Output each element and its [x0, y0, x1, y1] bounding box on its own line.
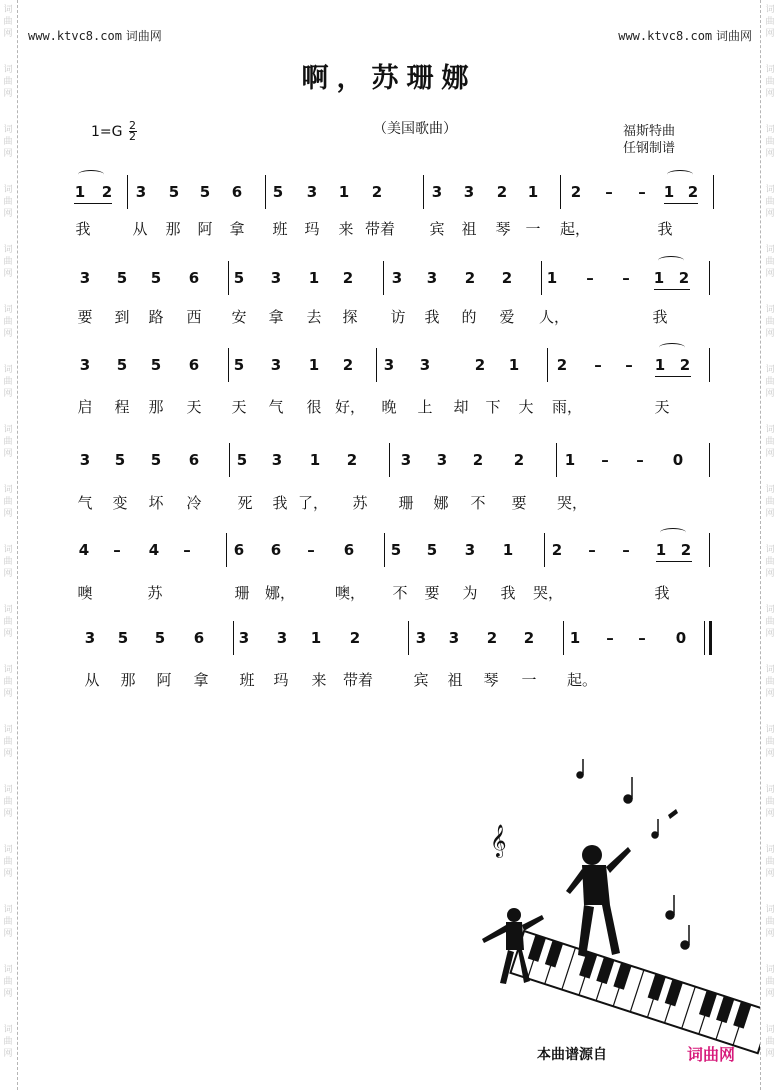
lyric-syllable: 要 [424, 584, 440, 602]
lyric-syllable: 要 [77, 308, 93, 326]
lyric-syllable: 为 [462, 584, 478, 602]
lyric-syllable: 带着 [342, 671, 374, 689]
time-signature [129, 121, 137, 142]
note: 5 [199, 183, 211, 201]
note: – [113, 541, 121, 559]
eighth-underline [655, 376, 691, 377]
lyric-syllable: 玛 [273, 671, 289, 689]
lyric-syllable: 从 [132, 220, 148, 238]
note: – [622, 269, 630, 287]
note: 1 [569, 629, 581, 647]
note: – [625, 356, 633, 374]
note: 5 [426, 541, 438, 559]
watermark-text: 词 曲 网 [765, 1025, 775, 1059]
lyrics-line [0, 218, 778, 240]
lyric-syllable: 雨， [551, 398, 583, 416]
watermark-text: 词 曲 网 [3, 725, 13, 759]
note: 3 [426, 269, 438, 287]
lyric-syllable: 祖 [447, 671, 463, 689]
lyric-syllable: 却 [453, 398, 469, 416]
barline [556, 443, 557, 477]
note: 5 [150, 451, 162, 469]
note: 3 [400, 451, 412, 469]
watermark-text: 词 曲 网 [3, 125, 13, 159]
note: – [622, 541, 630, 559]
lyric-syllable: 不 [470, 494, 486, 512]
watermark-text: 词 曲 网 [765, 545, 775, 579]
watermark-text: 词 曲 网 [765, 965, 775, 999]
lyric-syllable: 爱 [499, 308, 515, 326]
note: 2 [523, 629, 535, 647]
lyric-syllable: 来 [338, 220, 354, 238]
lyric-syllable: 苏 [147, 584, 163, 602]
note: 3 [135, 183, 147, 201]
note: 2 [501, 269, 513, 287]
lyric-syllable: 访 [390, 308, 406, 326]
note: 1 [310, 629, 322, 647]
lyric-syllable: 启 [77, 398, 93, 416]
note: – [605, 183, 613, 201]
watermark-text: 词 曲 网 [3, 1025, 13, 1059]
lyric-syllable: 一 [521, 671, 537, 689]
lyric-syllable: 祖 [461, 220, 477, 238]
watermark-text: 词 曲 网 [3, 5, 13, 39]
time-top: 2 [129, 119, 136, 132]
lyric-syllable: 晚 [381, 398, 397, 416]
watermark-text: 词 曲 网 [765, 845, 775, 879]
eighth-underline [664, 203, 698, 204]
barline [389, 443, 390, 477]
lyric-syllable: 上 [417, 398, 433, 416]
note: – [307, 541, 315, 559]
barline [376, 348, 377, 382]
watermark-text: 词 曲 网 [3, 785, 13, 819]
note: 5 [236, 451, 248, 469]
piano-keys-icon [510, 931, 760, 1053]
watermark-text: 词 曲 网 [3, 245, 13, 279]
watermark-text: 词 曲 网 [765, 305, 775, 339]
lyric-syllable: 我 [424, 308, 440, 326]
lyric-syllable: 拿 [268, 308, 284, 326]
site-url[interactable]: www.ktvc8.com [618, 29, 713, 43]
note: 3 [276, 629, 288, 647]
lyrics-line [0, 669, 778, 691]
barline [228, 261, 229, 295]
lyric-syllable: 路 [148, 308, 164, 326]
watermark-text: 词 曲 网 [765, 485, 775, 519]
lyric-syllable: 坏 [148, 494, 164, 512]
barline [560, 175, 561, 209]
note: – [588, 541, 596, 559]
final-barline-thin [704, 621, 705, 655]
barline [709, 533, 710, 567]
note: 5 [233, 356, 245, 374]
note: 2 [101, 183, 113, 201]
lyric-syllable: 噢 [77, 584, 93, 602]
svg-text:𝄞: 𝄞 [490, 824, 507, 857]
barline [408, 621, 409, 655]
note: 5 [272, 183, 284, 201]
eighth-underline [656, 561, 692, 562]
note: 3 [431, 183, 443, 201]
note: 1 [663, 183, 675, 201]
lyric-syllable: 我 [654, 584, 670, 602]
lyric-syllable: 宾 [429, 220, 445, 238]
note: 5 [168, 183, 180, 201]
lyric-syllable: 班 [272, 220, 288, 238]
barline [127, 175, 128, 209]
watermark-text: 词 曲 网 [765, 365, 775, 399]
eighth-underline [74, 203, 112, 204]
transcriber: 任钢制谱 [623, 141, 676, 156]
credits [623, 123, 675, 157]
lyric-syllable: 我 [272, 494, 288, 512]
watermark-text: 词 曲 网 [3, 845, 13, 879]
final-barline-thick [709, 621, 712, 655]
note: 2 [464, 269, 476, 287]
watermark-text: 词 曲 网 [3, 665, 13, 699]
lyric-syllable: 变 [112, 494, 128, 512]
note: 6 [188, 356, 200, 374]
barline [423, 175, 424, 209]
note: – [638, 183, 646, 201]
note: – [183, 541, 191, 559]
lyric-syllable: 的 [461, 308, 477, 326]
watermark-text: 词 曲 网 [765, 65, 775, 99]
note: 4 [148, 541, 160, 559]
song-title: 啊，苏珊娜 [301, 63, 477, 94]
note: 6 [233, 541, 245, 559]
watermark-text: 词 曲 网 [765, 125, 775, 159]
lyric-syllable: 我 [500, 584, 516, 602]
note: 5 [114, 451, 126, 469]
lyric-syllable: 探 [342, 308, 358, 326]
watermark-text: 词 曲 网 [765, 605, 775, 639]
note: 2 [513, 451, 525, 469]
note: 2 [687, 183, 699, 201]
lyric-syllable: 琴 [495, 220, 511, 238]
key-signature [91, 121, 137, 142]
lyrics-line [0, 492, 778, 514]
note: 3 [79, 451, 91, 469]
lyric-syllable: 琴 [483, 671, 499, 689]
lyric-syllable: 天 [654, 398, 670, 416]
note: – [638, 629, 646, 647]
barline [384, 533, 385, 567]
slur-mark [660, 528, 686, 537]
time-bottom: 2 [129, 130, 136, 143]
barline [709, 443, 710, 477]
watermark-text: 词 曲 网 [3, 425, 13, 459]
lyric-syllable: 下 [485, 398, 501, 416]
lyric-syllable: 哭， [532, 584, 564, 602]
barline [228, 348, 229, 382]
note: 5 [233, 269, 245, 287]
barline [547, 348, 548, 382]
note: 3 [79, 269, 91, 287]
note: 3 [464, 541, 476, 559]
note: 2 [371, 183, 383, 201]
barline [226, 533, 227, 567]
note: 1 [653, 269, 665, 287]
watermark-text: 词 曲 网 [3, 545, 13, 579]
note: – [636, 451, 644, 469]
note: 3 [391, 269, 403, 287]
lyric-syllable: 拿 [229, 220, 245, 238]
barline [544, 533, 545, 567]
lyric-syllable: 去 [306, 308, 322, 326]
lyric-syllable: 不 [392, 584, 408, 602]
watermark-text: 词 曲 网 [3, 365, 13, 399]
note: 1 [338, 183, 350, 201]
note: 5 [117, 629, 129, 647]
eighth-underline [654, 289, 690, 290]
note: 5 [116, 356, 128, 374]
slur-mark [78, 170, 104, 179]
note: 3 [270, 269, 282, 287]
barline [229, 443, 230, 477]
song-subtitle: （美国歌曲） [373, 121, 457, 137]
notes-line [0, 541, 778, 571]
note: 0 [672, 451, 684, 469]
lyric-syllable: 天 [186, 398, 202, 416]
watermark-text: 词 曲 网 [3, 605, 13, 639]
lyric-syllable: 苏 [352, 494, 368, 512]
lyric-syllable: 哭， [556, 494, 588, 512]
site-header-left [28, 27, 162, 44]
watermark-text: 词 曲 网 [765, 785, 775, 819]
dancers-piano-illustration [470, 755, 760, 1055]
note: 2 [472, 451, 484, 469]
watermark-text: 词 曲 网 [3, 65, 13, 99]
note: 3 [448, 629, 460, 647]
lyric-syllable: 来 [311, 671, 327, 689]
note: 2 [342, 356, 354, 374]
note: 2 [346, 451, 358, 469]
note: 1 [655, 541, 667, 559]
notes-line [0, 629, 778, 659]
notes-line [0, 356, 778, 386]
watermark-text: 词 曲 网 [765, 425, 775, 459]
source-label: 本曲谱源自 [537, 1047, 607, 1063]
lyric-syllable: 玛 [304, 220, 320, 238]
lyric-syllable: 珊 [398, 494, 414, 512]
note: 5 [154, 629, 166, 647]
note: 2 [679, 356, 691, 374]
note: 1 [308, 269, 320, 287]
barline [563, 621, 564, 655]
note: 3 [419, 356, 431, 374]
lyric-syllable: 从 [84, 671, 100, 689]
note: 1 [508, 356, 520, 374]
slur-mark [658, 256, 684, 265]
lyric-syllable: 娜， [264, 584, 296, 602]
lyric-syllable: 冷 [186, 494, 202, 512]
watermark-text: 词 曲 网 [765, 245, 775, 279]
barline [265, 175, 266, 209]
lyric-syllable: 气 [268, 398, 284, 416]
note: 4 [78, 541, 90, 559]
lyrics-line [0, 306, 778, 328]
lyric-syllable: 天 [231, 398, 247, 416]
lyric-syllable: 我 [657, 220, 673, 238]
lyric-syllable: 死 [237, 494, 253, 512]
lyric-syllable: 带着 [364, 220, 396, 238]
watermark-text: 词 曲 网 [765, 905, 775, 939]
site-name: 词曲网 [125, 29, 162, 43]
watermark-text: 词 曲 网 [3, 965, 13, 999]
lyric-syllable: 我 [652, 308, 668, 326]
notes-line [0, 183, 778, 213]
note: 2 [349, 629, 361, 647]
lyric-syllable: 班 [239, 671, 255, 689]
note: 2 [342, 269, 354, 287]
site-url[interactable]: www.ktvc8.com [28, 29, 122, 43]
composer: 福斯特曲 [623, 124, 676, 139]
note: 3 [415, 629, 427, 647]
lyrics-line [0, 396, 778, 418]
lyric-syllable: 宾 [413, 671, 429, 689]
note: 1 [309, 451, 321, 469]
note: 6 [188, 451, 200, 469]
note: 3 [271, 451, 283, 469]
lyric-syllable: 那 [165, 220, 181, 238]
barline [713, 175, 714, 209]
lyric-syllable: 娜 [433, 494, 449, 512]
lyric-syllable: 大 [518, 398, 534, 416]
note: 3 [306, 183, 318, 201]
note: 1 [546, 269, 558, 287]
note: 3 [84, 629, 96, 647]
note: 3 [238, 629, 250, 647]
note: – [601, 451, 609, 469]
note: 5 [150, 356, 162, 374]
watermark-text: 词 曲 网 [3, 485, 13, 519]
lyric-syllable: 阿 [156, 671, 172, 689]
lyric-syllable: 起。 [566, 671, 598, 689]
lyric-syllable: 人， [538, 308, 570, 326]
note: 1 [564, 451, 576, 469]
watermark-text: 词 曲 网 [3, 305, 13, 339]
note: 2 [551, 541, 563, 559]
lyric-syllable: 我 [75, 220, 91, 238]
note: 3 [79, 356, 91, 374]
lyric-syllable: 拿 [193, 671, 209, 689]
lyric-syllable: 安 [231, 308, 247, 326]
lyric-syllable: 到 [114, 308, 130, 326]
watermark-text: 词 曲 网 [765, 5, 775, 39]
note: 2 [474, 356, 486, 374]
note: 5 [150, 269, 162, 287]
note: 1 [527, 183, 539, 201]
barline [709, 348, 710, 382]
note: 2 [678, 269, 690, 287]
lyric-syllable: 了， [297, 494, 329, 512]
barline [541, 261, 542, 295]
barline [383, 261, 384, 295]
note: 2 [680, 541, 692, 559]
lyric-syllable: 好， [334, 398, 366, 416]
lyric-syllable: 气 [77, 494, 93, 512]
slur-mark [667, 170, 693, 179]
note: 2 [570, 183, 582, 201]
dancer-silhouette-icon [566, 845, 631, 957]
note: 3 [436, 451, 448, 469]
watermark-text: 词 曲 网 [3, 185, 13, 219]
note: 6 [343, 541, 355, 559]
note: – [606, 629, 614, 647]
lyric-syllable: 要 [511, 494, 527, 512]
note: 2 [556, 356, 568, 374]
note: 3 [383, 356, 395, 374]
note: 5 [116, 269, 128, 287]
lyric-syllable: 那 [120, 671, 136, 689]
note: 6 [231, 183, 243, 201]
note: 6 [188, 269, 200, 287]
lyrics-line [0, 582, 778, 604]
watermark-text: 词 曲 网 [765, 665, 775, 699]
note: – [586, 269, 594, 287]
note: 3 [463, 183, 475, 201]
watermark-text: 词 曲 网 [765, 725, 775, 759]
note: – [594, 356, 602, 374]
lyric-syllable: 西 [186, 308, 202, 326]
lyric-syllable: 那 [148, 398, 164, 416]
lyric-syllable: 程 [114, 398, 130, 416]
site-header-right [618, 27, 752, 44]
watermark-text: 词 曲 网 [3, 905, 13, 939]
lyric-syllable: 一 [525, 220, 541, 238]
note: 2 [486, 629, 498, 647]
lyric-syllable: 噢， [334, 584, 366, 602]
lyric-syllable: 珊 [234, 584, 250, 602]
notes-line [0, 269, 778, 299]
note: 1 [74, 183, 86, 201]
lyric-syllable: 阿 [197, 220, 213, 238]
note: 6 [270, 541, 282, 559]
note: 5 [390, 541, 402, 559]
barline [709, 261, 710, 295]
slur-mark [659, 343, 685, 352]
lyric-syllable: 很 [306, 398, 322, 416]
note: 1 [654, 356, 666, 374]
note: 6 [193, 629, 205, 647]
site-name: 词曲网 [715, 29, 752, 43]
lyric-syllable: 起， [559, 220, 591, 238]
barline [233, 621, 234, 655]
note: 2 [496, 183, 508, 201]
source-brand[interactable]: 词曲网 [687, 1045, 736, 1064]
note: 1 [308, 356, 320, 374]
note: 1 [502, 541, 514, 559]
notes-line [0, 451, 778, 481]
note: 0 [675, 629, 687, 647]
watermark-text: 词 曲 网 [765, 185, 775, 219]
key-label: 1=G [91, 123, 123, 140]
note: 3 [270, 356, 282, 374]
